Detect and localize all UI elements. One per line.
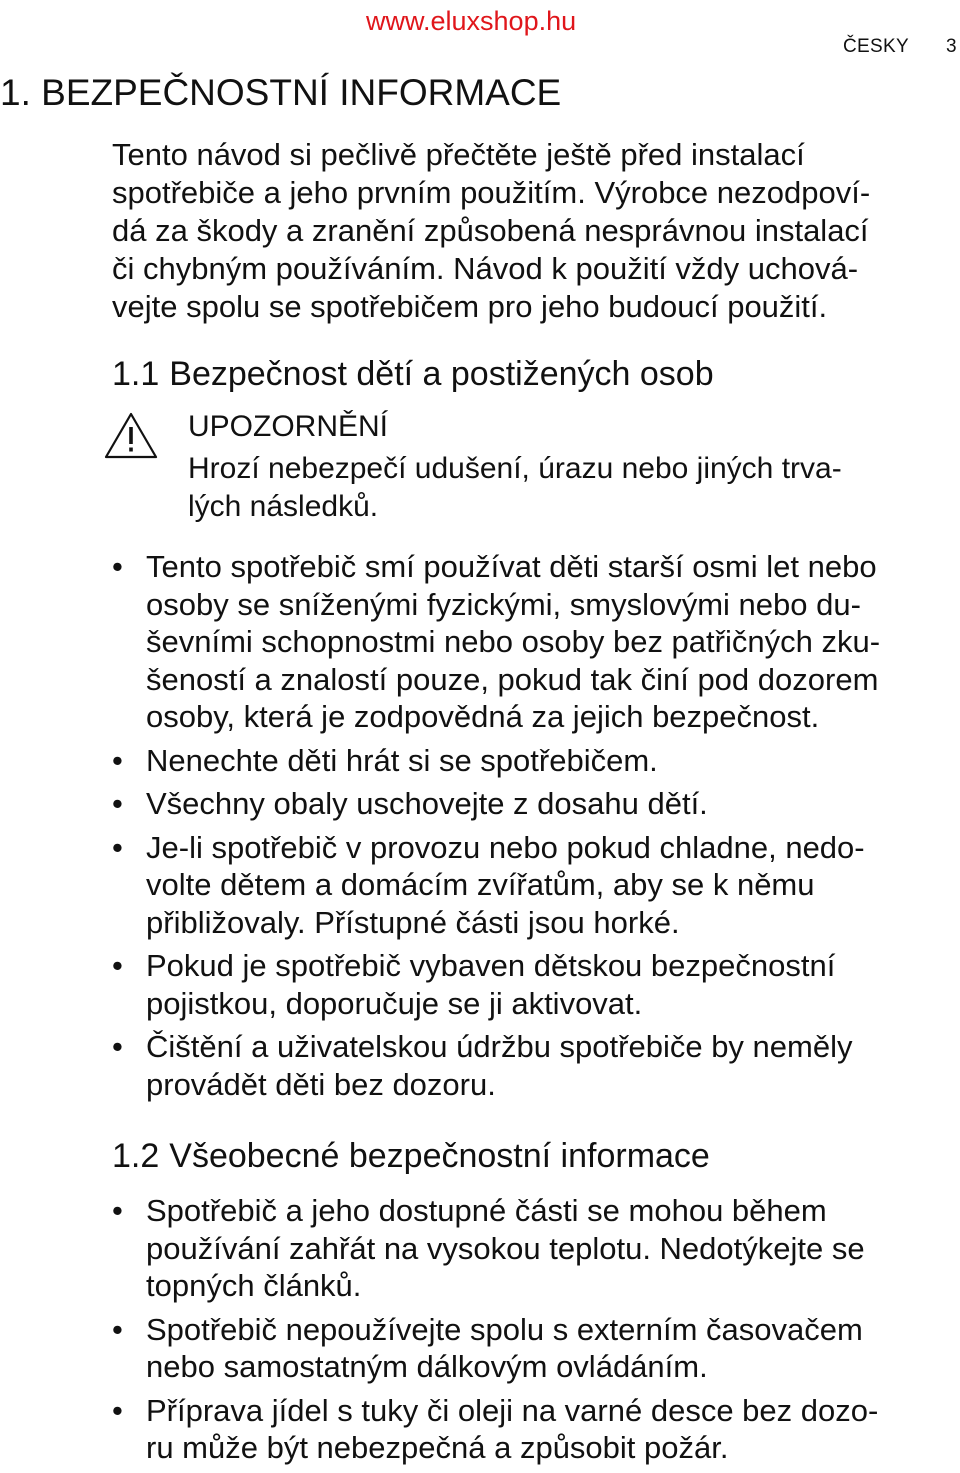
bullet-line: šeností a znalostí pouze, pokud tak činí pod dozorem [146,661,879,697]
bullet-marker: • [112,1392,123,1428]
bullet-marker: • [112,786,123,821]
list-item [112,1192,878,1305]
subsection-title: Bezpečnost dětí a postižených osob [169,355,714,393]
bullet-line: Spotřebič a jeho dostupné části se mohou během [146,1193,827,1228]
bullet-line: nebo samostatným dálkovým ovládáním. [146,1349,708,1384]
bullet-line: Spotřebič nepoužívejte spolu s externím časovačem [146,1311,863,1347]
warning-triangle-icon [103,410,159,460]
bullet-line: pojistkou, doporučuje se ji aktivovat. [146,985,643,1021]
bullet-marker: • [112,1311,123,1347]
intro-line: vejte spolu se spotřebičem pro jeho budoucí použití. [112,289,828,324]
bullet-marker: • [112,742,123,778]
section-title: 1. BEZPEČNOSTNÍ INFORMACE [0,72,562,113]
bullet-marker: • [112,948,123,983]
watermark-url: www.eluxshop.hu [366,6,577,36]
subsection-heading-1-1 [112,355,714,394]
bullet-line: Příprava jídel s tuky či oleji na varné desce bez dozo- [146,1392,879,1428]
subsection-number: 1.2 [112,1137,160,1175]
bullet-line: Je-li spotřebič v provozu nebo pokud chladne, nedo- [146,829,865,865]
bullet-line: Všechny obaly uschovejte z dosahu dětí. [146,786,708,821]
bullet-marker: • [112,1029,123,1064]
list-item [112,829,880,942]
intro-line: či chybným používáním. Návod k použití vždy uchová- [112,251,859,286]
list-item [112,1311,878,1386]
bullet-line: topných článků. [146,1268,362,1303]
bullet-line: Pokud je spotřebič vybaven dětskou bezpečnostní [146,948,836,983]
warning-title: UPOZORNĚNÍ [188,410,389,443]
warning-text-line: lých následků. [188,490,379,523]
bullet-line: provádět děti bez dozoru. [146,1066,496,1102]
bullet-marker: • [112,829,123,865]
bullet-line: Čištění a uživatelskou údržbu spotřebiče by neměly [146,1029,853,1064]
intro-paragraph [112,136,932,326]
subsection-title: Všeobecné bezpečnostní informace [169,1137,710,1175]
list-item [112,1028,880,1103]
bullet-line: Tento spotřebič smí používat děti starší osmi let nebo [146,549,877,584]
bullet-line: ševními schopnostmi nebo osoby bez patřičných zku- [146,624,881,659]
bullet-marker: • [112,549,123,584]
subsection-number: 1.1 [112,355,160,393]
warning-text-line: Hrozí nebezpečí udušení, úrazu nebo jiných trva- [188,452,842,485]
bullet-line: ru může být nebezpečná a způsobit požár. [146,1430,729,1465]
intro-line: spotřebiče a jeho prvním použitím. Výrobce nezodpoví- [112,175,871,210]
intro-line: dá za škody a zranění způsobená nesprávnou instalací [112,213,869,248]
list-item [112,1392,878,1467]
list-item [112,742,880,780]
intro-line: Tento návod si pečlivě přečtěte ještě před instalací [112,137,805,172]
bullet-line: přibližovaly. Přístupné části jsou horké. [146,904,680,940]
list-item [112,947,880,1022]
bullet-list-1-1 [112,548,880,1109]
bullet-list-1-2 [112,1192,878,1473]
bullet-line: používání zahřát na vysokou teplotu. Nedotýkejte se [146,1230,865,1266]
bullet-line: Nenechte děti hrát si se spotřebičem. [146,742,658,778]
bullet-line: volte dětem a domácím zvířatům, aby se k němu [146,867,815,902]
bullet-line: osoby se sníženými fyzickými, smyslovými nebo du- [146,586,861,622]
bullet-line: osoby, která je zodpovědná za jejich bezpečnost. [146,699,820,734]
list-item [112,548,880,736]
subsection-heading-1-2 [112,1137,710,1176]
list-item [112,785,880,823]
page-number: 3 [946,36,957,57]
header-language: ČESKY [843,36,909,57]
bullet-marker: • [112,1193,123,1228]
warning-text [188,450,842,526]
